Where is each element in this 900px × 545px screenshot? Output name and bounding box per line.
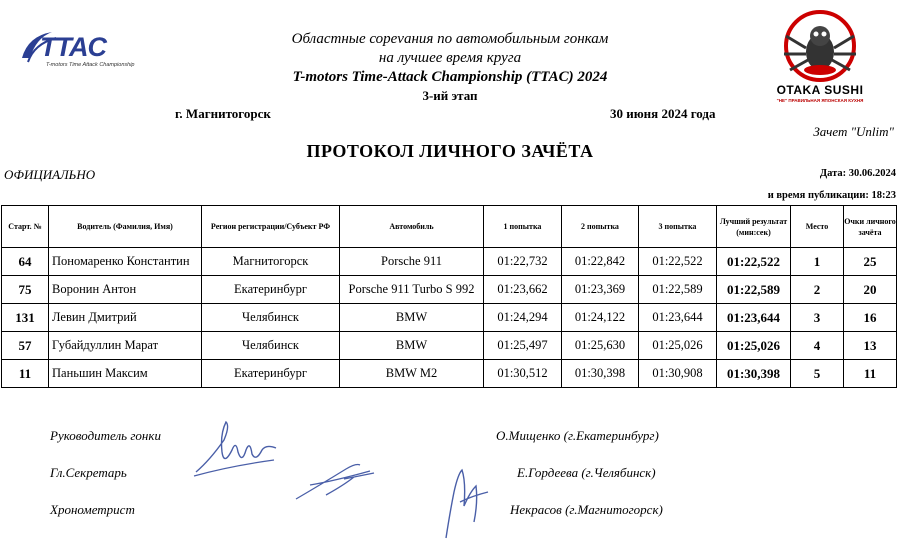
start-number: 11 [2, 360, 49, 388]
handwritten-signature-3 [436, 462, 496, 542]
column-header: Старт. № [2, 206, 49, 248]
start-number: 131 [2, 304, 49, 332]
attempt-3: 01:22,589 [639, 276, 717, 304]
attempt-2: 01:24,122 [562, 304, 639, 332]
best-result: 01:30,398 [717, 360, 791, 388]
date-label: 30 июня 2024 года [610, 106, 716, 121]
table-row [2, 248, 897, 276]
driver-name: Пономаренко Константин [49, 248, 202, 276]
start-number: 57 [2, 332, 49, 360]
points: 11 [844, 360, 897, 388]
signature-role: Руководитель гонки [50, 428, 161, 443]
handwritten-signature-1 [190, 410, 280, 480]
signature-name: Е.Гордеева (г.Челябинск) [517, 465, 656, 480]
table-row [2, 360, 897, 388]
attempt-1: 01:24,294 [484, 304, 562, 332]
car: BMW [340, 304, 484, 332]
attempt-2: 01:25,630 [562, 332, 639, 360]
ttac-logo-word: TTAC [40, 32, 106, 62]
otaka-sushi-logo [772, 8, 868, 118]
signature-role: Хронометрист [50, 502, 135, 517]
table-row [2, 332, 897, 360]
place: 3 [791, 304, 844, 332]
column-header: Регион регистрации/Субъект РФ [202, 206, 340, 248]
points: 13 [844, 332, 897, 360]
table-row [2, 276, 897, 304]
signature-name: Некрасов (г.Магнитогорск) [510, 502, 663, 517]
driver-name: Воронин Антон [49, 276, 202, 304]
sushi-logo-name: OTAKA SUSHI [776, 83, 864, 97]
column-header: Автомобиль [340, 206, 484, 248]
championship-title: T-motors Time-Attack Championship (TTAC) 2024 [292, 69, 608, 85]
attempt-3: 01:23,644 [639, 304, 717, 332]
points: 16 [844, 304, 897, 332]
class-label: Зачет "Unlim" [813, 124, 894, 139]
event-line-2: на лучшее время круга [378, 50, 522, 66]
column-header: Место [791, 206, 844, 248]
column-header: 1 попытка [484, 206, 562, 248]
sushi-logo-tagline: "НЕ" ПРАВИЛЬНАЯ ЯПОНСКАЯ КУХНЯ [776, 98, 864, 103]
points: 25 [844, 248, 897, 276]
region: Екатеринбург [202, 360, 340, 388]
best-result: 01:22,589 [717, 276, 791, 304]
signature-role: Гл.Секретарь [50, 465, 127, 480]
car: Porsche 911 Turbo S 992 [340, 276, 484, 304]
attempt-1: 01:23,662 [484, 276, 562, 304]
car: Porsche 911 [340, 248, 484, 276]
driver-name: Губайдуллин Марат [49, 332, 202, 360]
car: BMW M2 [340, 360, 484, 388]
attempt-3: 01:25,026 [639, 332, 717, 360]
place: 1 [791, 248, 844, 276]
best-result: 01:23,644 [717, 304, 791, 332]
place: 4 [791, 332, 844, 360]
attempt-3: 01:22,522 [639, 248, 717, 276]
driver-name: Паньшин Максим [49, 360, 202, 388]
publication-date: Дата: 30.06.2024 [819, 168, 896, 179]
sushi-mascot-icon [772, 8, 868, 84]
driver-name: Левин Дмитрий [49, 304, 202, 332]
event-line-1: Областные сорevания по автомобильным гонкам [291, 31, 609, 47]
attempt-1: 01:22,732 [484, 248, 562, 276]
protocol-title: ПРОТОКОЛ ЛИЧНОГО ЗАЧЁТА [306, 141, 594, 161]
ttac-logo [18, 28, 148, 78]
start-number: 75 [2, 276, 49, 304]
attempt-1: 01:30,512 [484, 360, 562, 388]
car: BMW [340, 332, 484, 360]
points: 20 [844, 276, 897, 304]
table-header-row [2, 206, 897, 248]
best-result: 01:22,522 [717, 248, 791, 276]
publication-time: и время публикации: 18:23 [767, 190, 896, 201]
place: 2 [791, 276, 844, 304]
signature-name: О.Мищенко (г.Екатеринбург) [496, 428, 659, 443]
region: Магнитогорск [202, 248, 340, 276]
column-header: 2 попытка [562, 206, 639, 248]
column-header: 3 попытка [639, 206, 717, 248]
status-label: ОФИЦИАЛЬНО [4, 167, 96, 182]
attempt-1: 01:25,497 [484, 332, 562, 360]
results-table [1, 205, 897, 388]
region: Екатеринбург [202, 276, 340, 304]
stage-label: 3-ий этап [422, 88, 478, 103]
column-header: Очки личного зачёта [844, 206, 897, 248]
place: 5 [791, 360, 844, 388]
best-result: 01:25,026 [717, 332, 791, 360]
start-number: 64 [2, 248, 49, 276]
table-row [2, 304, 897, 332]
attempt-2: 01:30,398 [562, 360, 639, 388]
region: Челябинск [202, 332, 340, 360]
attempt-2: 01:22,842 [562, 248, 639, 276]
column-header: Лучший результат (мин:сек) [717, 206, 791, 248]
ttac-logo-subtitle: T-motors Time Attack Championship [46, 62, 135, 68]
city-label: г. Магнитогорск [175, 106, 271, 121]
handwritten-signature-2 [290, 455, 380, 505]
column-header: Водитель (Фамилия, Имя) [49, 206, 202, 248]
attempt-3: 01:30,908 [639, 360, 717, 388]
attempt-2: 01:23,369 [562, 276, 639, 304]
region: Челябинск [202, 304, 340, 332]
